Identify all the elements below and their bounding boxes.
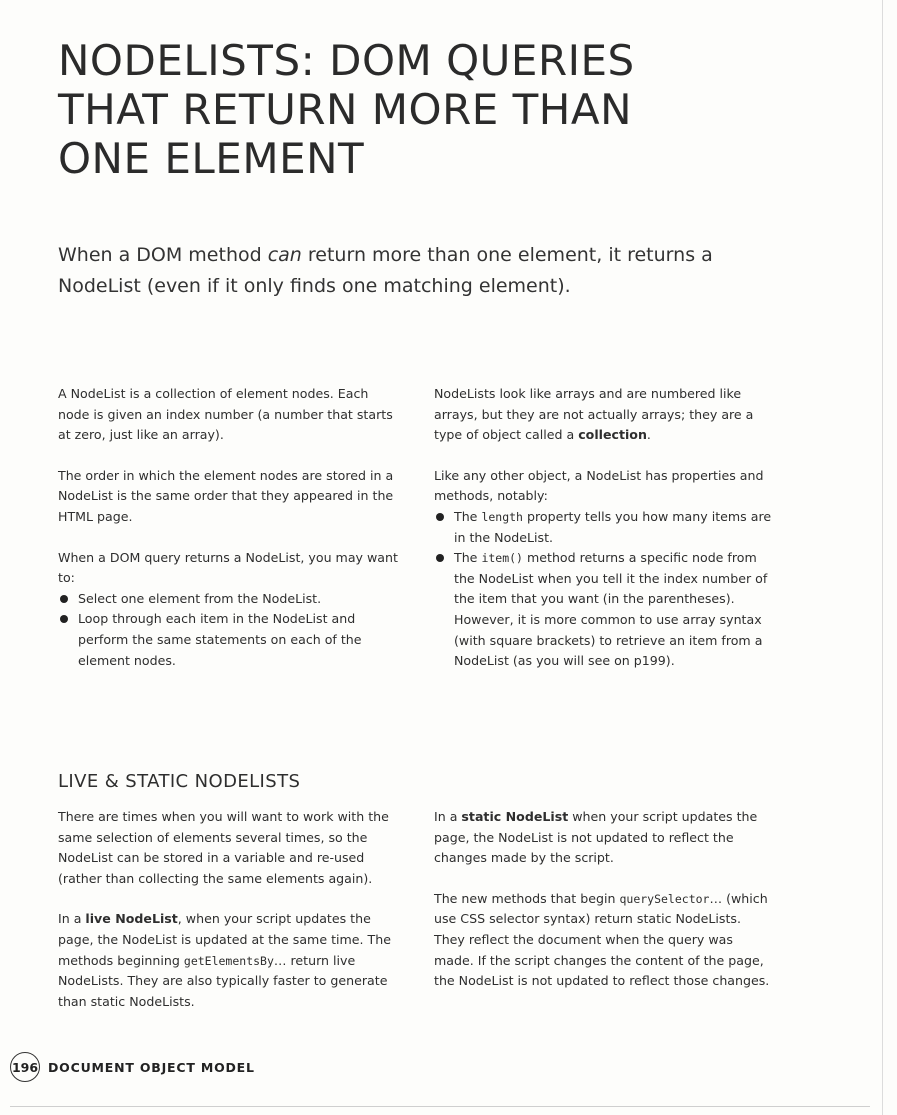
text: .: [646, 427, 651, 443]
text: NodeLists look like arrays and are numbered like arrays, but they are not actually arrays; they are a type of object called a: [434, 386, 754, 443]
text: … (which use CSS selector syntax) return static NodeLists. They reflect the document when the query was made. If the script changes the content of the page, the NodeList is not updated to reflect those changes.: [434, 890, 770, 989]
bold-term: live NodeList: [85, 911, 178, 927]
list-item: [434, 507, 772, 548]
lead-emphasis: can: [267, 244, 302, 266]
live-static-right-column: [434, 807, 772, 1012]
text: The new methods that begin: [434, 890, 620, 906]
paragraph: There are times when you will want to work with the same selection of elements several times, so the NodeList can be stored in a variable and re-used (rather than collecting the same elements again).: [58, 809, 389, 886]
right-column: [434, 384, 772, 692]
text: The: [454, 508, 482, 524]
text: method returns a specific node from the NodeList when you tell it the index number of the item that you want (in the parentheses). However, it is more common to use array syntax (with square brackets) to retrieve an item from a NodeList (as you will see on p199).: [454, 550, 768, 669]
lead-text-2: return more than one element, it returns a NodeList (even if it only finds one matching element).: [58, 244, 713, 297]
code: item(): [481, 551, 523, 566]
list-item: Loop through each item in the NodeList and perform the same statements on each of the element nodes.: [58, 609, 398, 671]
text: … return live NodeLists. They are also typically faster to generate than static NodeLists.: [58, 952, 388, 1009]
paragraph: When a DOM query returns a NodeList, you may want to:: [58, 549, 398, 586]
live-static-left-column: [58, 807, 398, 1032]
lead-text-1: When a DOM method: [58, 244, 268, 266]
paragraph: The order in which the element nodes are stored in a NodeList is the same order that they appeared in the HTML page.: [58, 467, 394, 524]
paragraph: [434, 807, 772, 869]
paragraph: [434, 889, 772, 992]
paragraph: A NodeList is a collection of element nodes. Each node is given an index number (a number that starts at zero, just like an array).: [58, 386, 393, 443]
paragraph: [434, 384, 772, 446]
title-line-3: ONE ELEMENT: [58, 134, 365, 183]
page-footer: [10, 1050, 255, 1084]
footer-section-label: DOCUMENT OBJECT MODEL: [48, 1059, 255, 1075]
list-item: Select one element from the NodeList.: [58, 589, 398, 610]
bold-term: collection: [578, 427, 647, 443]
text: property tells you how many items are in the NodeList.: [454, 508, 772, 545]
title-line-2: THAT RETURN MORE THAN: [58, 85, 633, 134]
bullet-list: [434, 507, 772, 672]
left-column: [58, 384, 398, 691]
text: when your script updates the page, the NodeList is not updated to reflect the changes made by the script.: [434, 809, 758, 866]
code: length: [481, 509, 523, 524]
text: In a: [434, 809, 462, 824]
bold-term: static NodeList: [461, 809, 569, 824]
text: The: [454, 550, 482, 566]
paragraph: [58, 909, 398, 1012]
bullet-list: [58, 589, 398, 671]
list-item: [434, 548, 772, 672]
code: querySelector: [619, 891, 710, 906]
text: , when your script updates the page, the NodeList is updated at the same time. The methods beginning: [58, 911, 391, 968]
title-line-1: NODELISTS: DOM QUERIES: [58, 36, 635, 85]
page-number-badge: 196: [10, 1052, 40, 1082]
paragraph: Like any other object, a NodeList has properties and methods, notably:: [434, 467, 764, 504]
text: In a: [58, 911, 86, 927]
code: getElementsBy: [183, 953, 274, 968]
section-subheading: LIVE & STATIC NODELISTS: [58, 771, 301, 792]
page-title: [58, 36, 818, 183]
page-edge: [882, 0, 883, 1115]
footer-divider: [10, 1106, 870, 1107]
lead-paragraph: [58, 240, 778, 302]
